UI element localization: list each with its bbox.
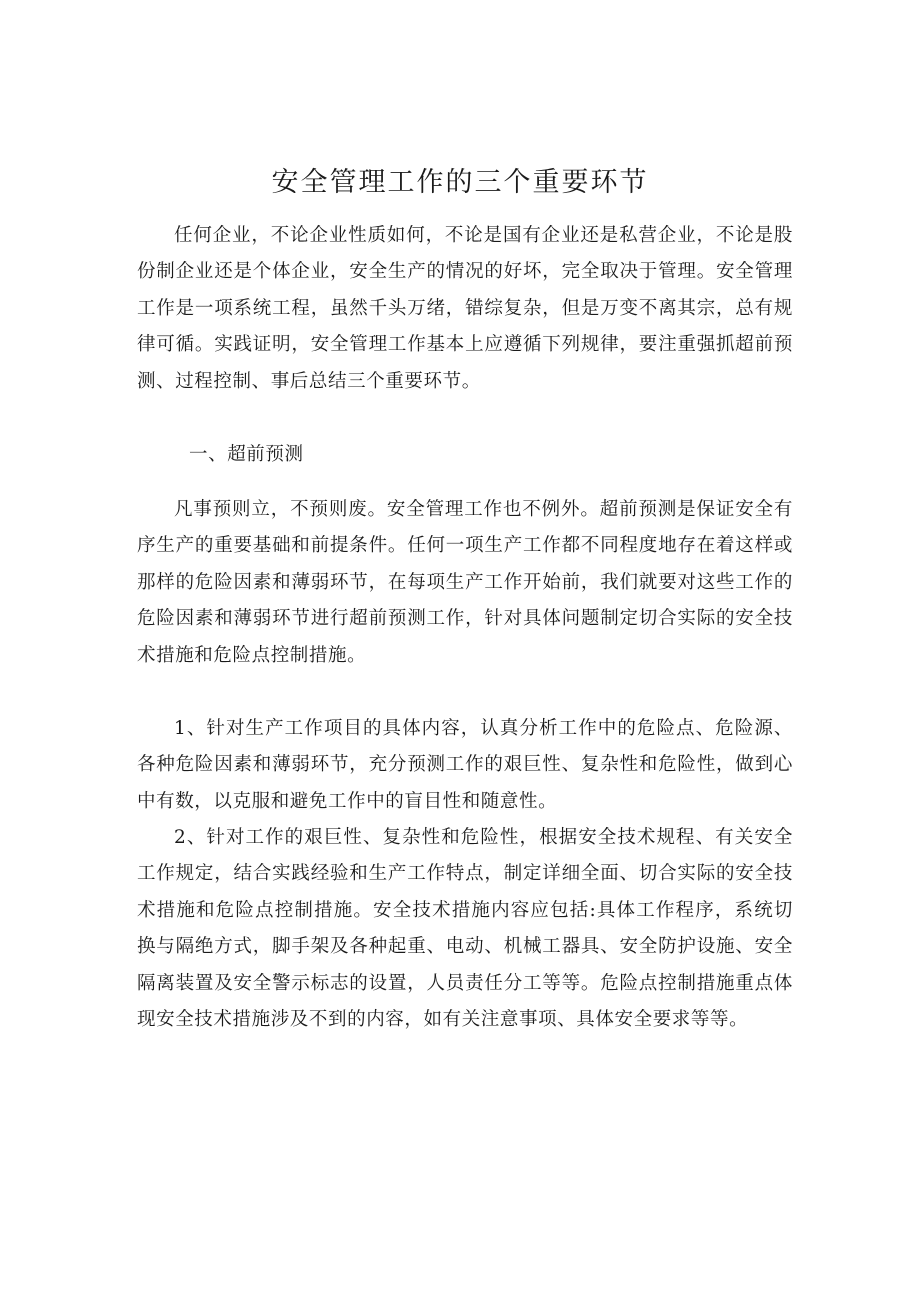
- paragraph-item-2: 2、针对工作的艰巨性、复杂性和危险性，根据安全技术规程、有关安全工作规定，结合实践经验和生产工作特点，制定详细全面、切合实际的安全技术措施和危险点控制措施。安全技术措施内容应包括:具体工作程序，系统切换与隔绝方式，脚手架及各种起重、电动、机械工器具、安全防护设施、安全隔离装置及安全警示标志的设置，人员责任分工等等。危险点控制措施重点体现安全技术措施涉及不到的内容，如有关注意事项、具体安全要求等等。: [137, 827, 793, 1031]
- paragraph-prediction: 凡事预则立，不预则废。安全管理工作也不例外。超前预测是保证安全有序生产的重要基础和前提条件。任何一项生产工作都不同程度地存在着这样或那样的危险因素和薄弱环节，在每项生产工作开始前，我们就要对这些工作的危险因素和薄弱环节进行超前预测工作，针对具体问题制定切合实际的安全技术措施和危险点控制措施。: [137, 499, 793, 666]
- section-heading: 一、超前预测: [189, 444, 304, 465]
- paragraph-item-1: 1、针对生产工作项目的具体内容，认真分析工作中的危险点、危险源、各种危险因素和薄弱环节，充分预测工作的艰巨性、复杂性和危险性，做到心中有数，以克服和避免工作中的盲目性和随意性。: [137, 718, 793, 812]
- paragraph-intro: 任何企业，不论企业性质如何，不论是国有企业还是私营企业，不论是股份制企业还是个体企业，安全生产的情况的好坏，完全取决于管理。安全管理工作是一项系统工程，虽然千头万绪，错综复杂，但是万变不离其宗，总有规律可循。实践证明，安全管理工作基本上应遵循下列规律，要注重强抓超前预测、过程控制、事后总结三个重要环节。: [137, 225, 793, 392]
- document-title: 安全管理工作的三个重要环节: [271, 167, 649, 198]
